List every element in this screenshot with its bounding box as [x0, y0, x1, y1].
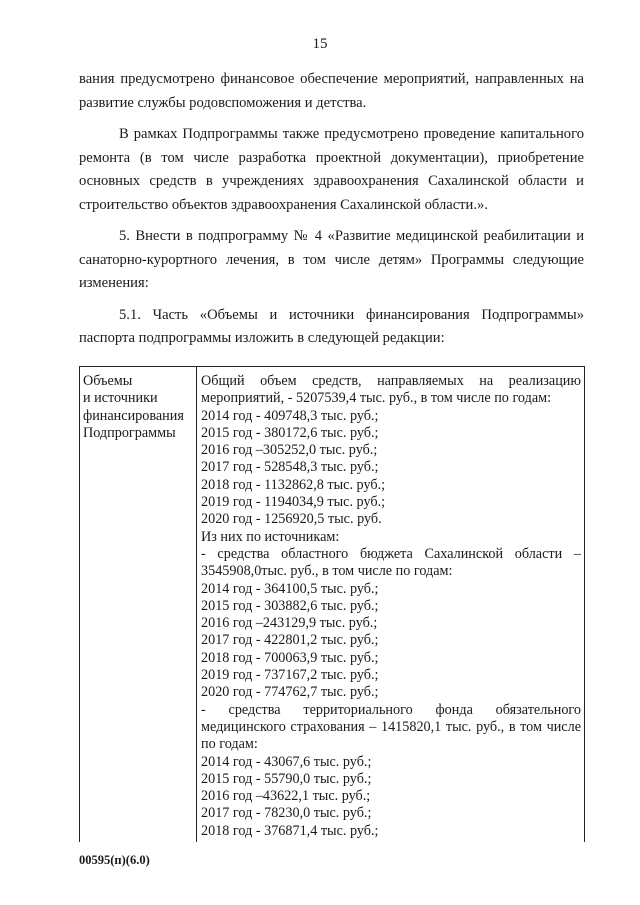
- paragraph-continuation: вания предусмотрено финансовое обеспечение мероприятий, направленных на развитие службы родовспоможения и детства.: [79, 71, 584, 111]
- funding-year-line: 2019 год - 1194034,9 тыс. руб.;: [201, 494, 386, 511]
- insurance-year-line: 2015 год - 55790,0 тыс. руб.;: [201, 770, 372, 787]
- sources-heading: Из них по источникам:: [201, 528, 340, 545]
- document-code: 00595(п)(6.0): [79, 853, 150, 867]
- regional-year-line: 2015 год - 303882,6 тыс. руб.;: [201, 597, 379, 614]
- funding-year-line: 2015 год - 380172,6 тыс. руб.;: [201, 424, 379, 441]
- funding-year-line: 2014 год - 409748,3 тыс. руб.;: [201, 407, 379, 424]
- regional-year-line: 2019 год - 737167,2 тыс. руб.;: [201, 667, 379, 684]
- funding-year-line: 2020 год - 1256920,5 тыс. руб.: [201, 511, 382, 528]
- paragraph-amendment-5: 5. Внести в подпрограмму № 4 «Развитие медицинской реабилитации и санаторно-курортного лечения, в том числе детям» Программы следующие изменения:: [79, 228, 584, 291]
- insurance-year-line: 2018 год - 376871,4 тыс. руб.;: [201, 822, 379, 839]
- regional-year-line: 2017 год - 422801,2 тыс. руб.;: [201, 632, 379, 649]
- insurance-year-line: 2016 год –43622,1 тыс. руб.;: [201, 788, 371, 805]
- regional-year-line: 2018 год - 700063,9 тыс. руб.;: [201, 649, 379, 666]
- funding-table-label-cell: [80, 367, 197, 842]
- funding-year-line: 2016 год –305252,0 тыс. руб.;: [201, 442, 378, 459]
- paragraph-amendment-5-1: 5.1. Часть «Объемы и источники финансирования Подпрограммы» паспорта подпрограммы изложить в следующей редакции:: [79, 306, 584, 346]
- label-line: и источники: [83, 390, 158, 407]
- regional-budget-total: - средства областного бюджета Сахалинской области – 3545908,0тыс. руб., в том числе по годам:: [201, 545, 581, 580]
- funding-year-line: 2017 год - 528548,3 тыс. руб.;: [201, 459, 379, 476]
- funding-table-content-cell: [197, 367, 584, 842]
- label-line: Подпрограммы: [83, 424, 176, 441]
- funding-year-line: 2018 год - 1132862,8 тыс. руб.;: [201, 476, 386, 493]
- insurance-year-line: 2017 год - 78230,0 тыс. руб.;: [201, 805, 372, 822]
- label-line: финансирования: [83, 407, 184, 424]
- regional-year-line: 2016 год –243129,9 тыс. руб.;: [201, 615, 378, 632]
- funding-total: Общий объем средств, направляемых на реализацию мероприятий, - 5207539,4 тыс. руб., в том числе по годам:: [201, 373, 581, 407]
- insurance-fund-total: - средства территориального фонда обязательного медицинского страхования – 1415820,1 тыс. руб., в том числе по годам:: [201, 701, 581, 753]
- funding-table: [79, 366, 585, 842]
- label-line: Объемы: [83, 373, 133, 389]
- insurance-year-line: 2014 год - 43067,6 тыс. руб.;: [201, 753, 372, 770]
- page-number: 15: [312, 36, 328, 52]
- regional-year-line: 2014 год - 364100,5 тыс. руб.;: [201, 580, 379, 597]
- regional-year-line: 2020 год - 774762,7 тыс. руб.;: [201, 684, 379, 701]
- paragraph-capital-repair: В рамках Подпрограммы также предусмотрено проведение капитального ремонта (в том числе разработка проектной документации), приобретение основных средств в учреждениях здравоохранения Сахалинской области и строительство объектов здравоохранения Сахалинской области.».: [79, 126, 584, 213]
- body-text: [79, 68, 584, 351]
